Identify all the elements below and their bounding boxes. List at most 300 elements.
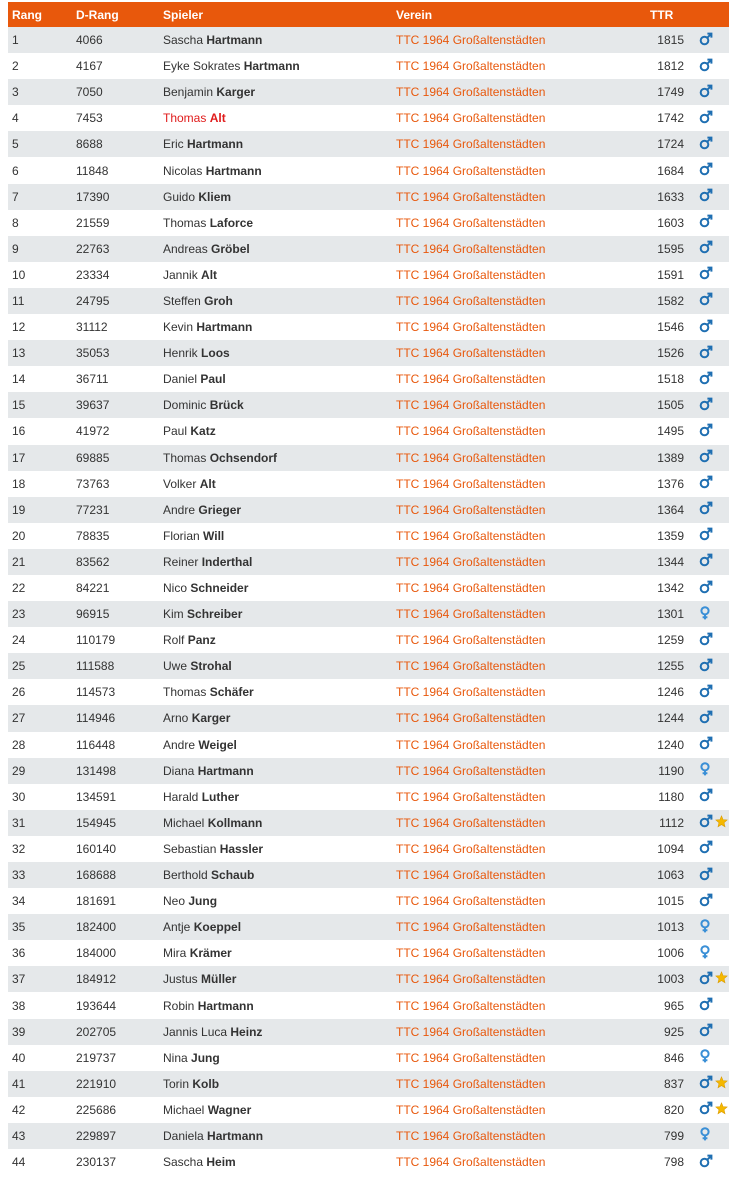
player-last-name[interactable]: Ochsendorf — [209, 450, 278, 465]
rank-cell: 19 — [12, 502, 26, 517]
player-cell[interactable] — [156, 1097, 389, 1123]
club-link[interactable]: TTC 1964 Großaltenstädten — [396, 398, 546, 413]
club-link[interactable]: TTC 1964 Großaltenstädten — [396, 685, 546, 700]
table-row — [8, 784, 729, 810]
player-last-name[interactable]: Krämer — [189, 946, 232, 961]
star-icon — [715, 815, 728, 831]
rank-cell: 32 — [12, 841, 26, 856]
club-link[interactable]: TTC 1964 Großaltenstädten — [396, 946, 546, 961]
player-cell[interactable] — [156, 758, 389, 784]
ttr-cell: 1633 — [657, 189, 684, 204]
player-first-name[interactable]: Diana — [163, 763, 195, 778]
gender-cell — [684, 627, 729, 653]
player-cell[interactable] — [156, 105, 389, 131]
table-body — [8, 27, 729, 1175]
male-icon — [699, 710, 713, 727]
player-cell[interactable] — [156, 992, 389, 1018]
d-rank-cell: 182400 — [76, 920, 117, 935]
player-last-name[interactable]: Kolb — [192, 1076, 220, 1091]
gender-cell — [684, 157, 729, 183]
player-cell[interactable] — [156, 940, 389, 966]
player-cell[interactable] — [156, 236, 389, 262]
header-ttr[interactable]: TTR — [650, 7, 674, 22]
male-icon — [699, 371, 713, 388]
rank-cell: 30 — [12, 789, 26, 804]
player-last-name[interactable]: Hartmann — [197, 763, 254, 778]
gender-cell — [684, 210, 729, 236]
player-last-name[interactable]: Loos — [201, 346, 230, 361]
club-link[interactable]: TTC 1964 Großaltenstädten — [396, 1128, 546, 1143]
club-link[interactable]: TTC 1964 Großaltenstädten — [396, 554, 546, 569]
player-last-name[interactable]: Schäfer — [209, 685, 254, 700]
d-rank-cell: 23334 — [76, 267, 110, 282]
player-first-name[interactable]: Andre — [163, 502, 196, 517]
header-spieler[interactable]: Spieler — [163, 7, 204, 22]
player-first-name[interactable]: Andre — [163, 737, 196, 752]
gender-cell — [684, 549, 729, 575]
male-icon — [699, 58, 713, 75]
player-first-name[interactable]: Henrik — [163, 346, 198, 361]
player-first-name[interactable]: Dominic — [163, 398, 207, 413]
rank-cell: 7 — [12, 189, 19, 204]
ttr-cell: 1603 — [657, 215, 684, 230]
player-first-name[interactable]: Eyke Sokrates — [163, 59, 241, 74]
club-link[interactable]: TTC 1964 Großaltenstädten — [396, 815, 546, 830]
male-icon — [699, 840, 713, 857]
player-cell[interactable] — [156, 288, 389, 314]
player-first-name[interactable]: Sebastian — [163, 841, 217, 856]
d-rank-cell: 4167 — [76, 59, 103, 74]
header-drang[interactable]: D-Rang — [76, 7, 119, 22]
ttr-cell: 965 — [663, 998, 684, 1013]
player-last-name[interactable]: Hartmann — [207, 1128, 264, 1143]
club-link[interactable]: TTC 1964 Großaltenstädten — [396, 1076, 546, 1091]
player-last-name[interactable]: Heinz — [230, 1024, 263, 1039]
player-first-name[interactable]: Thomas — [163, 450, 207, 465]
player-first-name[interactable]: Andreas — [163, 241, 208, 256]
rank-cell: 33 — [12, 868, 26, 883]
player-cell[interactable] — [156, 471, 389, 497]
table-row — [8, 653, 729, 679]
gender-cell — [684, 105, 729, 131]
player-cell[interactable] — [156, 262, 389, 288]
male-icon — [699, 788, 713, 805]
male-icon — [699, 449, 713, 466]
player-first-name[interactable]: Rolf — [163, 633, 185, 648]
player-cell[interactable] — [156, 836, 389, 862]
d-rank-cell: 39637 — [76, 398, 110, 413]
gender-cell — [684, 53, 729, 79]
club-link[interactable]: TTC 1964 Großaltenstädten — [396, 581, 546, 596]
gender-cell — [684, 914, 729, 940]
gender-cell — [684, 1123, 729, 1149]
club-link[interactable]: TTC 1964 Großaltenstädten — [396, 894, 546, 909]
club-link[interactable]: TTC 1964 Großaltenstädten — [396, 476, 546, 491]
player-cell[interactable] — [156, 784, 389, 810]
player-cell[interactable] — [156, 184, 389, 210]
player-last-name[interactable]: Alt — [201, 267, 218, 282]
player-first-name[interactable]: Florian — [163, 528, 200, 543]
female-icon — [699, 1049, 711, 1066]
player-first-name[interactable]: Jannik — [163, 267, 198, 282]
player-cell[interactable] — [156, 914, 389, 940]
club-link[interactable]: TTC 1964 Großaltenstädten — [396, 737, 546, 752]
player-first-name[interactable]: Berthold — [163, 868, 208, 883]
club-link[interactable]: TTC 1964 Großaltenstädten — [396, 1050, 546, 1065]
player-last-name[interactable]: Heim — [206, 1155, 236, 1170]
player-first-name[interactable]: Arno — [163, 711, 189, 726]
rank-cell: 4 — [12, 111, 19, 126]
rank-cell: 23 — [12, 607, 26, 622]
club-link[interactable]: TTC 1964 Großaltenstädten — [396, 450, 546, 465]
club-link[interactable]: TTC 1964 Großaltenstädten — [396, 111, 546, 126]
player-first-name[interactable]: Jannis Luca — [163, 1024, 228, 1039]
club-link[interactable]: TTC 1964 Großaltenstädten — [396, 1102, 546, 1117]
rank-cell: 27 — [12, 711, 26, 726]
player-first-name[interactable]: Michael — [163, 1102, 205, 1117]
player-first-name[interactable]: Nicolas — [163, 163, 203, 178]
player-last-name[interactable]: Paul — [200, 372, 226, 387]
player-first-name[interactable]: Benjamin — [163, 85, 214, 100]
player-cell[interactable] — [156, 549, 389, 575]
club-link[interactable]: TTC 1964 Großaltenstädten — [396, 1155, 546, 1170]
rank-cell: 6 — [12, 163, 19, 178]
header-verein[interactable]: Verein — [396, 7, 433, 22]
club-link[interactable]: TTC 1964 Großaltenstädten — [396, 1024, 546, 1039]
table-row — [8, 1149, 729, 1175]
d-rank-cell: 83562 — [76, 554, 110, 569]
male-icon — [699, 684, 713, 701]
ttr-cell: 925 — [663, 1024, 684, 1039]
ranking-table-container — [8, 2, 729, 1175]
male-icon — [699, 553, 713, 570]
d-rank-cell: 84221 — [76, 581, 110, 596]
header-rang[interactable]: Rang — [12, 7, 42, 22]
d-rank-cell: 160140 — [76, 841, 117, 856]
club-link[interactable]: TTC 1964 Großaltenstädten — [396, 528, 546, 543]
player-first-name[interactable]: Mira — [163, 946, 187, 961]
player-first-name[interactable]: Daniela — [163, 1128, 204, 1143]
player-first-name[interactable]: Sascha — [163, 1155, 204, 1170]
d-rank-cell: 131498 — [76, 763, 117, 778]
player-last-name[interactable]: Groh — [204, 293, 233, 308]
player-cell[interactable] — [156, 679, 389, 705]
player-cell[interactable] — [156, 314, 389, 340]
player-cell[interactable] — [156, 862, 389, 888]
player-cell[interactable] — [156, 27, 389, 53]
player-last-name[interactable]: Kliem — [198, 189, 232, 204]
player-cell[interactable] — [156, 1123, 389, 1149]
gender-cell — [684, 601, 729, 627]
d-rank-cell: 11848 — [76, 163, 109, 178]
player-first-name[interactable]: Torin — [163, 1076, 190, 1091]
player-cell[interactable] — [156, 966, 389, 992]
club-link[interactable]: TTC 1964 Großaltenstädten — [396, 789, 546, 804]
d-rank-cell: 69885 — [76, 450, 110, 465]
d-rank-cell: 96915 — [76, 607, 110, 622]
player-last-name[interactable]: Katz — [190, 424, 216, 439]
table-row — [8, 601, 729, 627]
player-last-name[interactable]: Wagner — [207, 1102, 252, 1117]
player-last-name[interactable]: Alt — [199, 476, 216, 491]
club-link[interactable]: TTC 1964 Großaltenstädten — [396, 659, 546, 674]
d-rank-cell: 77231 — [76, 502, 110, 517]
table-row — [8, 27, 729, 53]
player-first-name[interactable]: Kim — [163, 607, 184, 622]
table-row — [8, 705, 729, 731]
ttr-cell: 1376 — [657, 476, 684, 491]
gender-cell — [684, 810, 729, 836]
ttr-cell: 1526 — [657, 346, 684, 361]
player-last-name[interactable]: Hartmann — [187, 137, 244, 152]
female-icon — [699, 762, 711, 779]
player-first-name[interactable]: Antje — [163, 920, 191, 935]
club-link[interactable]: TTC 1964 Großaltenstädten — [396, 293, 546, 308]
table-row — [8, 105, 729, 131]
player-last-name[interactable]: Karger — [191, 711, 231, 726]
club-link[interactable]: TTC 1964 Großaltenstädten — [396, 868, 546, 883]
rank-cell: 1 — [12, 33, 19, 48]
player-first-name[interactable]: Nina — [163, 1050, 188, 1065]
player-cell[interactable] — [156, 601, 389, 627]
female-icon — [699, 606, 711, 623]
club-link[interactable]: TTC 1964 Großaltenstädten — [396, 189, 546, 204]
d-rank-cell: 134591 — [76, 789, 117, 804]
club-link[interactable]: TTC 1964 Großaltenstädten — [396, 241, 546, 256]
ttr-cell: 1063 — [657, 868, 684, 883]
player-cell[interactable] — [156, 392, 389, 418]
player-last-name[interactable]: Brück — [209, 398, 244, 413]
club-link[interactable]: TTC 1964 Großaltenstädten — [396, 33, 546, 48]
gender-cell — [684, 314, 729, 340]
player-cell[interactable] — [156, 366, 389, 392]
player-first-name[interactable]: Steffen — [163, 293, 201, 308]
rank-cell: 26 — [12, 685, 26, 700]
gender-cell — [684, 471, 729, 497]
rank-cell: 2 — [12, 59, 19, 74]
player-last-name[interactable]: Hartmann — [205, 163, 262, 178]
player-cell[interactable] — [156, 1149, 389, 1175]
player-first-name[interactable]: Daniel — [163, 372, 198, 387]
player-last-name[interactable]: Panz — [187, 633, 216, 648]
rank-cell: 18 — [12, 476, 26, 491]
club-link[interactable]: TTC 1964 Großaltenstädten — [396, 972, 546, 987]
rank-cell: 24 — [12, 633, 26, 648]
player-first-name[interactable]: Thomas — [163, 685, 207, 700]
d-rank-cell: 22763 — [76, 241, 110, 256]
gender-cell — [684, 705, 729, 731]
d-rank-cell: 184000 — [76, 946, 117, 961]
player-last-name[interactable]: Laforce — [209, 215, 254, 230]
player-last-name[interactable]: Grieger — [198, 502, 242, 517]
club-link[interactable]: TTC 1964 Großaltenstädten — [396, 502, 546, 517]
ttr-cell: 837 — [663, 1076, 684, 1091]
ttr-cell: 1724 — [657, 137, 684, 152]
club-link[interactable]: TTC 1964 Großaltenstädten — [396, 607, 546, 622]
rank-cell: 39 — [12, 1024, 26, 1039]
player-first-name[interactable]: Guido — [163, 189, 196, 204]
player-cell[interactable] — [156, 1071, 389, 1097]
player-first-name[interactable]: Reiner — [163, 554, 199, 569]
player-last-name[interactable]: Jung — [188, 894, 218, 909]
male-icon — [699, 240, 713, 257]
club-link[interactable]: TTC 1964 Großaltenstädten — [396, 763, 546, 778]
player-first-name[interactable]: Volker — [163, 476, 197, 491]
player-cell[interactable] — [156, 340, 389, 366]
rank-cell: 3 — [12, 85, 19, 100]
ttr-cell: 820 — [663, 1102, 684, 1117]
club-link[interactable]: TTC 1964 Großaltenstädten — [396, 59, 546, 74]
d-rank-cell: 229897 — [76, 1128, 117, 1143]
male-icon — [699, 345, 713, 362]
ttr-cell: 1240 — [657, 737, 684, 752]
player-cell[interactable] — [156, 445, 389, 471]
player-last-name[interactable]: Weigel — [198, 737, 237, 752]
player-last-name[interactable]: Schreiber — [187, 607, 243, 622]
club-link[interactable]: TTC 1964 Großaltenstädten — [396, 920, 546, 935]
player-last-name[interactable]: Gröbel — [211, 241, 250, 256]
player-cell[interactable] — [156, 732, 389, 758]
player-cell[interactable] — [156, 810, 389, 836]
player-first-name[interactable]: Thomas — [163, 215, 207, 230]
club-link[interactable]: TTC 1964 Großaltenstädten — [396, 215, 546, 230]
d-rank-cell: 7453 — [76, 111, 103, 126]
player-last-name[interactable]: Hartmann — [196, 320, 253, 335]
star-icon — [715, 1076, 728, 1092]
player-cell[interactable] — [156, 418, 389, 444]
ttr-cell: 846 — [663, 1050, 684, 1065]
male-icon — [699, 658, 713, 675]
rank-cell: 34 — [12, 894, 26, 909]
player-cell[interactable] — [156, 79, 389, 105]
table-row — [8, 131, 729, 157]
table-row — [8, 1071, 729, 1097]
table-row — [8, 966, 729, 992]
player-last-name[interactable]: Hartmann — [206, 33, 263, 48]
club-link[interactable]: TTC 1964 Großaltenstädten — [396, 424, 546, 439]
ttr-cell: 1518 — [657, 372, 684, 387]
player-first-name[interactable]: Harald — [163, 789, 199, 804]
female-icon — [699, 1127, 711, 1144]
player-cell[interactable] — [156, 157, 389, 183]
player-last-name[interactable]: Kollmann — [207, 815, 263, 830]
ttr-cell: 1180 — [658, 789, 684, 804]
club-link[interactable]: TTC 1964 Großaltenstädten — [396, 267, 546, 282]
player-cell[interactable] — [156, 210, 389, 236]
gender-cell — [684, 131, 729, 157]
rank-cell: 41 — [12, 1076, 26, 1091]
player-last-name[interactable]: Strohal — [190, 659, 232, 674]
player-cell[interactable] — [156, 705, 389, 731]
club-link[interactable]: TTC 1964 Großaltenstädten — [396, 137, 546, 152]
male-icon — [699, 997, 713, 1014]
club-link[interactable]: TTC 1964 Großaltenstädten — [396, 841, 546, 856]
player-last-name[interactable]: Hartmann — [243, 59, 300, 74]
d-rank-cell: 73763 — [76, 476, 110, 491]
ttr-cell: 1389 — [657, 450, 684, 465]
club-link[interactable]: TTC 1964 Großaltenstädten — [396, 998, 546, 1013]
ttr-cell: 1359 — [657, 528, 684, 543]
table-row — [8, 862, 729, 888]
player-last-name[interactable]: Hassler — [219, 841, 264, 856]
player-first-name[interactable]: Sascha — [163, 33, 204, 48]
club-link[interactable]: TTC 1964 Großaltenstädten — [396, 346, 546, 361]
male-icon — [699, 971, 713, 988]
table-row — [8, 679, 729, 705]
player-first-name[interactable]: Paul — [163, 424, 188, 439]
ttr-cell: 1246 — [657, 685, 684, 700]
player-cell[interactable] — [156, 1019, 389, 1045]
rank-cell: 35 — [12, 920, 26, 935]
player-first-name[interactable]: Robin — [163, 998, 195, 1013]
player-last-name[interactable]: Luther — [201, 789, 240, 804]
club-link[interactable]: TTC 1964 Großaltenstädten — [396, 711, 546, 726]
player-first-name[interactable]: Kevin — [163, 320, 194, 335]
player-last-name[interactable]: Hartmann — [197, 998, 254, 1013]
player-cell[interactable] — [156, 523, 389, 549]
club-link[interactable]: TTC 1964 Großaltenstädten — [396, 372, 546, 387]
player-cell[interactable] — [156, 131, 389, 157]
player-last-name[interactable]: Müller — [201, 972, 237, 987]
player-cell[interactable] — [156, 653, 389, 679]
player-first-name[interactable]: Thomas — [163, 111, 207, 126]
gender-cell — [684, 1019, 729, 1045]
player-last-name[interactable]: Karger — [216, 85, 256, 100]
player-first-name[interactable]: Uwe — [163, 659, 188, 674]
gender-cell — [684, 966, 729, 992]
player-cell[interactable] — [156, 53, 389, 79]
player-first-name[interactable]: Neo — [163, 894, 186, 909]
female-icon — [699, 945, 711, 962]
ttr-cell: 1505 — [657, 398, 684, 413]
d-rank-cell: 168688 — [76, 868, 117, 883]
player-first-name[interactable]: Justus — [163, 972, 198, 987]
gender-cell — [684, 79, 729, 105]
player-last-name[interactable]: Will — [203, 528, 225, 543]
club-link[interactable]: TTC 1964 Großaltenstädten — [396, 163, 546, 178]
gender-cell — [684, 1045, 729, 1071]
table-row — [8, 627, 729, 653]
club-link[interactable]: TTC 1964 Großaltenstädten — [396, 633, 546, 648]
rank-cell: 20 — [12, 528, 26, 543]
player-cell[interactable] — [156, 575, 389, 601]
club-link[interactable]: TTC 1964 Großaltenstädten — [396, 85, 546, 100]
player-last-name[interactable]: Alt — [209, 111, 226, 126]
table-row — [8, 497, 729, 523]
player-last-name[interactable]: Schneider — [190, 581, 249, 596]
club-link[interactable]: TTC 1964 Großaltenstädten — [396, 320, 546, 335]
player-cell[interactable] — [156, 497, 389, 523]
d-rank-cell: 202705 — [76, 1024, 117, 1039]
player-first-name[interactable]: Michael — [163, 815, 205, 830]
male-icon — [699, 580, 713, 597]
player-first-name[interactable]: Eric — [163, 137, 184, 152]
ttr-cell: 1255 — [657, 659, 684, 674]
player-last-name[interactable]: Schaub — [211, 868, 255, 883]
player-cell[interactable] — [156, 1045, 389, 1071]
player-cell[interactable] — [156, 627, 389, 653]
player-last-name[interactable]: Koeppel — [193, 920, 242, 935]
player-last-name[interactable]: Jung — [191, 1050, 220, 1065]
player-cell[interactable] — [156, 888, 389, 914]
table-row — [8, 758, 729, 784]
male-icon — [699, 501, 713, 518]
rank-cell: 29 — [12, 763, 26, 778]
d-rank-cell: 221910 — [76, 1076, 117, 1091]
rank-cell: 8 — [12, 215, 19, 230]
player-first-name[interactable]: Nico — [163, 581, 188, 596]
player-last-name[interactable]: Inderthal — [201, 554, 253, 569]
